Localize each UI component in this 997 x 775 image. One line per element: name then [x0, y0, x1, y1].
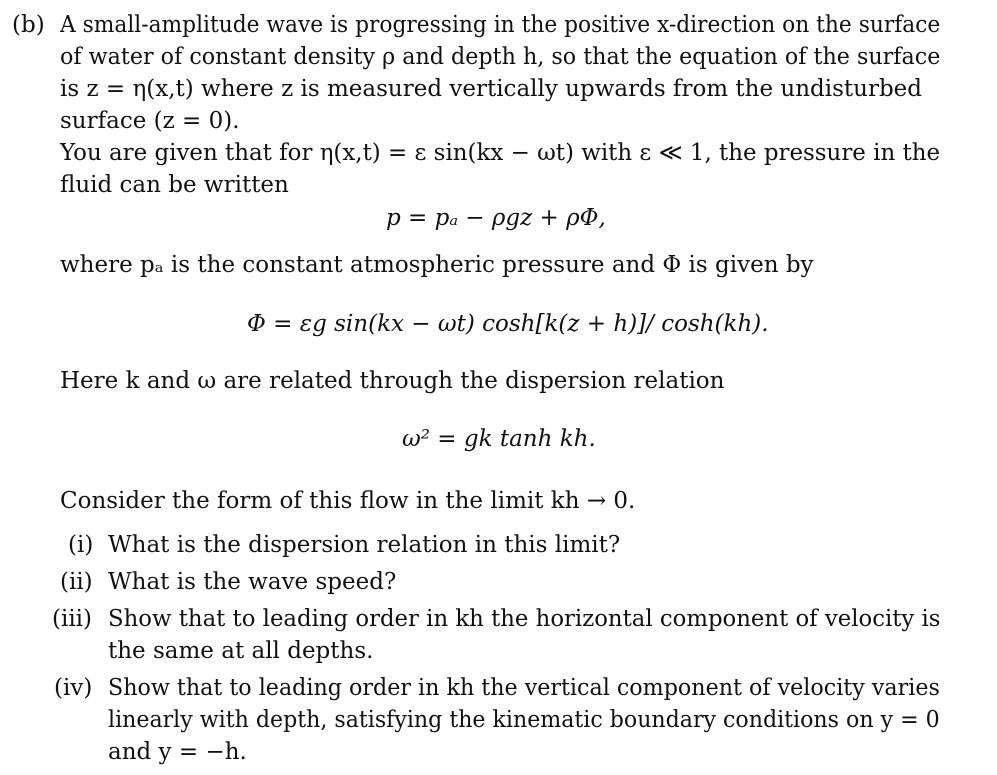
intro-line-1: A small-amplitude wave is progressing in the positive x-direction on the surface: [60, 12, 941, 38]
consider-line: Consider the form of this flow in the limit kh → 0.: [60, 488, 636, 514]
question-iv-text-2: linearly with depth, satisfying the kinematic boundary conditions on y = 0: [108, 707, 940, 733]
equation-phi: Φ = εg sin(kx − ωt) cosh[k(z + h)]/ cosh(kh).: [247, 311, 769, 337]
question-label-i: (i): [68, 532, 94, 558]
intro-line-4: surface (z = 0).: [60, 108, 240, 134]
equation-dispersion: ω² = gk tanh kh.: [402, 426, 596, 452]
intro-line-2: of water of constant density ρ and depth h, so that the equation of the surface: [60, 44, 941, 70]
question-label-ii: (ii): [60, 569, 93, 595]
question-ii-text: What is the wave speed?: [108, 569, 397, 595]
part-label: (b): [12, 12, 45, 38]
question-label-iv: (iv): [54, 675, 93, 701]
where-line: where pₐ is the constant atmospheric pressure and Φ is given by: [60, 252, 814, 278]
intro-line-5: You are given that for η(x,t) = ε sin(kx − ωt) with ε ≪ 1, the pressure in the: [60, 140, 941, 166]
intro-line-3: is z = η(x,t) where z is measured vertically upwards from the undisturbed: [60, 76, 923, 102]
question-iii-text-1: Show that to leading order in kh the horizontal component of velocity is: [108, 606, 941, 632]
question-iv-text-1: Show that to leading order in kh the vertical component of velocity varies: [108, 675, 940, 701]
here-line: Here k and ω are related through the dispersion relation: [60, 368, 725, 394]
equation-pressure: p = pₐ − ρgz + ρΦ,: [386, 205, 606, 231]
question-iii-text-2: the same at all depths.: [108, 638, 374, 664]
intro-line-6: fluid can be written: [60, 172, 289, 198]
question-label-iii: (iii): [52, 606, 93, 632]
question-iv-text-3: and y = −h.: [108, 739, 247, 765]
question-i-text: What is the dispersion relation in this limit?: [108, 532, 621, 558]
